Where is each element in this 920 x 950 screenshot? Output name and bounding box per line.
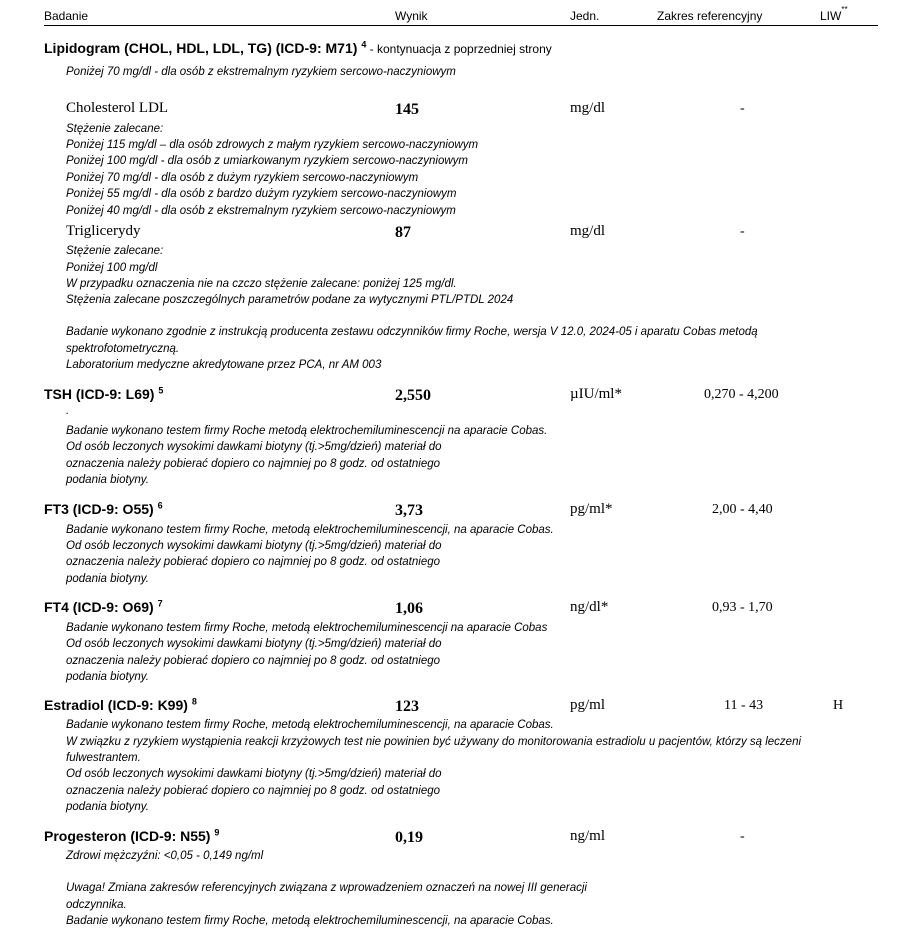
note-line: oznaczenia należy pobierać dopiero co najmniej po 8 godz. od ostatniego [66, 556, 441, 568]
reference-range-triglycerides: - [740, 224, 745, 239]
column-header-range: Zakres referencyjny [657, 9, 763, 23]
result-value-ft3: 3,73 [395, 502, 423, 519]
note-line: oznaczenia należy pobierać dopiero co najmniej po 8 godz. od ostatniego [66, 458, 441, 470]
reference-range-ldl: - [740, 101, 745, 116]
note-line: Uwaga! Zmiana zakresów referencyjnych związana z wprowadzeniem oznaczeń na nowej III generacji [66, 882, 587, 894]
unit-ldl: mg/dl [570, 100, 606, 116]
unit-triglycerides: mg/dl [570, 223, 606, 239]
unit-estradiol: pg/ml [570, 697, 606, 713]
note-line: Badanie wykonano testem firmy Roche, metodą elektrochemiluminescencji, na aparacie Cobas. [66, 719, 554, 731]
note-line: Od osób leczonych wysokimi dawkami biotyny (tj.>5mg/dzień) materiał do [66, 768, 442, 780]
note-line: oznaczenia należy pobierać dopiero co najmniej po 8 godz. od ostatniego [66, 655, 441, 667]
note-line: . [66, 405, 70, 417]
method-note: Badanie wykonano zgodnie z instrukcją producenta zestawu odczynników firmy Roche, wersja V 12.0, 2024-05 i aparatu Cobas metodą [66, 326, 758, 338]
test-name: FT4 (ICD-9: O69) [44, 599, 154, 615]
column-header-unit: Jedn. [570, 9, 600, 23]
footnote-ref: 9 [214, 827, 220, 838]
result-value-ldl: 145 [395, 101, 419, 118]
footnote-ref: 6 [157, 500, 163, 511]
note-line: podania biotyny. [66, 474, 149, 486]
test-title-tsh [44, 386, 163, 402]
note-line: Od osób leczonych wysokimi dawkami biotyny (tj.>5mg/dzień) materiał do [66, 441, 442, 453]
test-title-estradiol [44, 697, 197, 713]
note-line: Badanie wykonano testem firmy Roche metodą elektrochemiluminescencji na aparacie Cobas. [66, 425, 548, 437]
reference-range-progesterone: - [740, 829, 745, 844]
flag-high-estradiol: H [833, 698, 844, 713]
reference-range-ft4: 0,93 - 1,70 [712, 600, 773, 615]
footnote-ref: 4 [361, 39, 367, 50]
note-line: Od osób leczonych wysokimi dawkami biotyny (tj.>5mg/dzień) materiał do [66, 638, 442, 650]
note-line: Poniżej 55 mg/dl - dla osób z bardzo dużym ryzykiem sercowo-naczyniowym [66, 188, 457, 200]
result-value-triglycerides: 87 [395, 224, 411, 241]
unit-ft4: ng/dl* [570, 599, 609, 615]
test-name: TSH (ICD-9: L69) [44, 386, 155, 402]
result-value-tsh: 2,550 [395, 387, 431, 404]
note-line: Poniżej 100 mg/dl - dla osób z umiarkowanym ryzykiem sercowo-naczyniowym [66, 155, 469, 167]
note-line: oznaczenia należy pobierać dopiero co najmniej po 8 godz. od ostatniego [66, 785, 441, 797]
test-title-progesterone [44, 828, 219, 844]
continuation-note: - kontynuacja z poprzedniej strony [366, 42, 552, 56]
test-name: FT3 (ICD-9: O55) [44, 501, 154, 517]
section-title-lipidogram [44, 40, 552, 56]
reference-range-estradiol: 11 - 43 [724, 698, 764, 713]
note-line: Poniżej 100 mg/dl [66, 262, 158, 274]
note-line: Od osób leczonych wysokimi dawkami biotyny (tj.>5mg/dzień) materiał do [66, 540, 442, 552]
accreditation-note: Laboratorium medyczne akredytowane przez PCA, nr AM 003 [66, 359, 382, 371]
reference-range-tsh: 0,270 - 4,200 [704, 387, 779, 402]
result-value-estradiol: 123 [395, 698, 419, 715]
liw-mark: ** [841, 5, 848, 14]
footnote-ref: 5 [158, 385, 164, 396]
note-line: W przypadku oznaczenia nie na czczo stężenie zalecane: poniżej 125 mg/dl. [66, 278, 457, 290]
test-title-ft4 [44, 599, 163, 615]
note-line: W związku z ryzykiem wystąpienia reakcji krzyżowych test nie powinien być używany do monitorowania estradiolu u pacjentów, którzy są leczeni [66, 736, 802, 748]
note-line: Zdrowi mężczyźni: <0,05 - 0,149 ng/ml [66, 850, 264, 862]
result-value-progesterone: 0,19 [395, 829, 423, 846]
column-header-test: Badanie [44, 9, 89, 23]
column-header-result: Wynik [395, 9, 428, 23]
note-line: Stężenia zalecane poszczególnych parametrów podane za wytycznymi PTL/PTDL 2024 [66, 294, 514, 306]
note-line: fulwestrantem. [66, 752, 141, 764]
note-line: Badanie wykonano testem firmy Roche, metodą elektrochemiluminescencji, na aparacie Cobas. [66, 524, 554, 536]
column-header-liw [820, 5, 848, 23]
test-name: Progesteron (ICD-9: N55) [44, 828, 211, 844]
note-line: Badanie wykonano testem firmy Roche, metodą elektrochemiluminescencji, na aparacie Cobas. [66, 915, 554, 927]
section-name: Lipidogram (CHOL, HDL, LDL, TG) (ICD-9: M71) [44, 40, 358, 56]
reference-range-ft3: 2,00 - 4,40 [712, 502, 773, 517]
note-line: Poniżej 70 mg/dl - dla osób z dużym ryzykiem sercowo-naczyniowym [66, 172, 419, 184]
note-line: Stężenie zalecane: [66, 123, 164, 135]
note-line: odczynnika. [66, 899, 127, 911]
previous-page-note: Poniżej 70 mg/dl - dla osób z ekstremalnym ryzykiem sercowo-naczyniowym [66, 66, 456, 78]
note-line: podania biotyny. [66, 801, 149, 813]
result-value-ft4: 1,06 [395, 600, 423, 617]
header-divider [44, 25, 878, 26]
unit-tsh: µIU/ml* [570, 386, 622, 402]
note-line: Badanie wykonano testem firmy Roche, metodą elektrochemiluminescencji na aparacie Cobas [66, 622, 548, 634]
note-line: Stężenie zalecane: [66, 245, 164, 257]
footnote-ref: 7 [157, 598, 163, 609]
liw-label: LIW [820, 9, 842, 23]
unit-ft3: pg/ml* [570, 501, 613, 517]
unit-progesterone: ng/ml [570, 828, 606, 844]
note-line: Poniżej 40 mg/dl - dla osób z ekstremalnym ryzykiem sercowo-naczyniowym [66, 205, 456, 217]
note-line: podania biotyny. [66, 671, 149, 683]
note-line: Poniżej 115 mg/dl – dla osób zdrowych z małym ryzykiem sercowo-naczyniowym [66, 139, 479, 151]
test-name-ldl: Cholesterol LDL [66, 100, 169, 116]
footnote-ref: 8 [191, 696, 197, 707]
test-title-ft3 [44, 501, 163, 517]
test-name: Estradiol (ICD-9: K99) [44, 697, 188, 713]
test-name-triglycerides: Triglicerydy [66, 223, 141, 239]
note-line: podania biotyny. [66, 573, 149, 585]
method-note: spektrofotometryczną. [66, 343, 180, 355]
